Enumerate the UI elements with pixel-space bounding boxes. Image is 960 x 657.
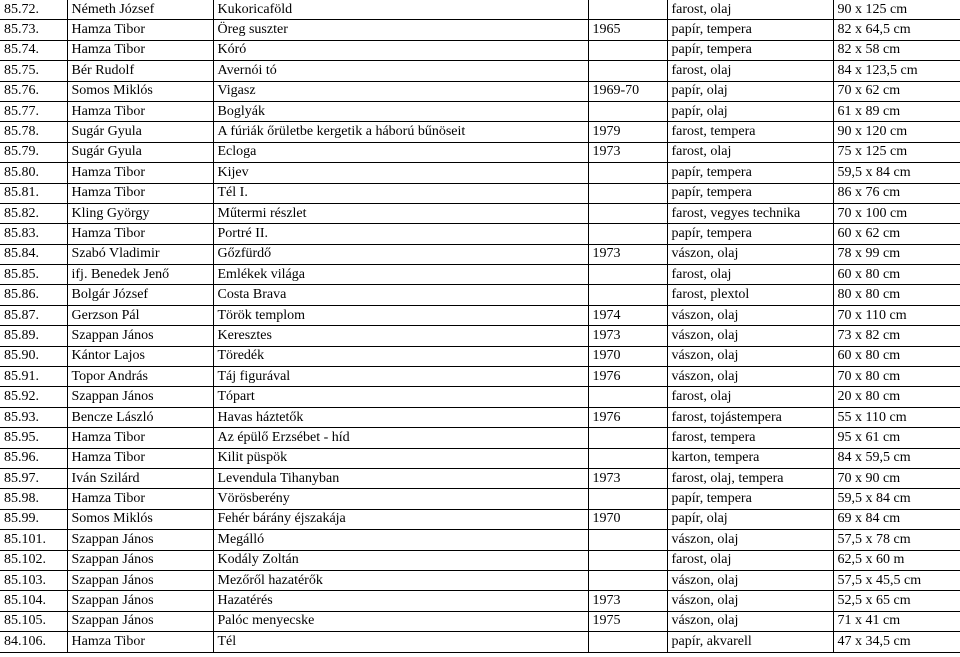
title-cell: Gőzfürdő: [213, 244, 588, 264]
table-row: [0, 81, 960, 101]
title-cell: Kijev: [213, 163, 588, 183]
technique-cell: farost, tojástempera: [667, 407, 833, 427]
title-cell: Öreg suszter: [213, 20, 588, 40]
title-cell: Töredék: [213, 346, 588, 366]
inventory-number-cell: 85.82.: [0, 203, 67, 223]
year-cell: 1973: [588, 142, 667, 162]
table-row: [0, 509, 960, 529]
table-row: [0, 183, 960, 203]
artist-cell: Hamza Tibor: [67, 632, 213, 652]
size-cell: 52,5 x 65 cm: [833, 591, 960, 611]
table-row: [0, 570, 960, 590]
technique-cell: vászon, olaj: [667, 611, 833, 631]
table-row: [0, 407, 960, 427]
inventory-number-cell: 85.95.: [0, 428, 67, 448]
technique-cell: farost, olaj, tempera: [667, 468, 833, 488]
size-cell: 55 x 110 cm: [833, 407, 960, 427]
artist-cell: Hamza Tibor: [67, 163, 213, 183]
year-cell: [588, 265, 667, 285]
inventory-number-cell: 85.76.: [0, 81, 67, 101]
technique-cell: farost, plextol: [667, 285, 833, 305]
table-row: [0, 428, 960, 448]
inventory-number-cell: 84.106.: [0, 632, 67, 652]
title-cell: Hazatérés: [213, 591, 588, 611]
table-row: [0, 591, 960, 611]
artist-cell: Hamza Tibor: [67, 489, 213, 509]
table-row: [0, 632, 960, 652]
artist-cell: Németh József: [67, 0, 213, 20]
year-cell: 1970: [588, 509, 667, 529]
inventory-number-cell: 85.102.: [0, 550, 67, 570]
technique-cell: farost, tempera: [667, 428, 833, 448]
year-cell: [588, 183, 667, 203]
artist-cell: Hamza Tibor: [67, 183, 213, 203]
year-cell: [588, 203, 667, 223]
table-row: [0, 61, 960, 81]
technique-cell: farost, olaj: [667, 265, 833, 285]
size-cell: 84 x 123,5 cm: [833, 61, 960, 81]
year-cell: [588, 40, 667, 60]
table-row: [0, 346, 960, 366]
year-cell: [588, 448, 667, 468]
size-cell: 78 x 99 cm: [833, 244, 960, 264]
title-cell: Török templom: [213, 305, 588, 325]
artist-cell: Hamza Tibor: [67, 428, 213, 448]
title-cell: Vörösberény: [213, 489, 588, 509]
table-row: [0, 305, 960, 325]
title-cell: Műtermi részlet: [213, 203, 588, 223]
size-cell: 70 x 110 cm: [833, 305, 960, 325]
size-cell: 60 x 80 cm: [833, 346, 960, 366]
year-cell: [588, 632, 667, 652]
title-cell: Táj figurával: [213, 367, 588, 387]
technique-cell: vászon, olaj: [667, 305, 833, 325]
size-cell: 57,5 x 78 cm: [833, 530, 960, 550]
size-cell: 59,5 x 84 cm: [833, 489, 960, 509]
title-cell: Mezőről hazatérők: [213, 570, 588, 590]
artist-cell: Somos Miklós: [67, 81, 213, 101]
table-row: [0, 122, 960, 142]
title-cell: Costa Brava: [213, 285, 588, 305]
size-cell: 60 x 62 cm: [833, 224, 960, 244]
artist-cell: Gerzson Pál: [67, 305, 213, 325]
table-row: [0, 489, 960, 509]
size-cell: 70 x 80 cm: [833, 367, 960, 387]
technique-cell: vászon, olaj: [667, 326, 833, 346]
title-cell: Tél: [213, 632, 588, 652]
year-cell: [588, 101, 667, 121]
technique-cell: farost, olaj: [667, 387, 833, 407]
size-cell: 70 x 90 cm: [833, 468, 960, 488]
technique-cell: papír, olaj: [667, 509, 833, 529]
year-cell: [588, 0, 667, 20]
artist-cell: Szappan János: [67, 550, 213, 570]
table-row: [0, 40, 960, 60]
size-cell: 75 x 125 cm: [833, 142, 960, 162]
title-cell: Kilit püspök: [213, 448, 588, 468]
table-row: [0, 468, 960, 488]
inventory-number-cell: 85.98.: [0, 489, 67, 509]
title-cell: Az épülő Erzsébet - híd: [213, 428, 588, 448]
technique-cell: papír, tempera: [667, 183, 833, 203]
year-cell: [588, 163, 667, 183]
inventory-number-cell: 85.105.: [0, 611, 67, 631]
inventory-number-cell: 85.93.: [0, 407, 67, 427]
year-cell: 1979: [588, 122, 667, 142]
size-cell: 73 x 82 cm: [833, 326, 960, 346]
year-cell: [588, 387, 667, 407]
year-cell: [588, 224, 667, 244]
technique-cell: vászon, olaj: [667, 346, 833, 366]
year-cell: [588, 550, 667, 570]
size-cell: 59,5 x 84 cm: [833, 163, 960, 183]
table-row: [0, 142, 960, 162]
table-row: [0, 611, 960, 631]
title-cell: Kóró: [213, 40, 588, 60]
year-cell: [588, 530, 667, 550]
inventory-number-cell: 85.101.: [0, 530, 67, 550]
year-cell: 1976: [588, 407, 667, 427]
table-row: [0, 448, 960, 468]
year-cell: 1973: [588, 468, 667, 488]
year-cell: [588, 285, 667, 305]
artist-cell: Szappan János: [67, 326, 213, 346]
table-row: [0, 367, 960, 387]
artist-cell: Bér Rudolf: [67, 61, 213, 81]
inventory-number-cell: 85.89.: [0, 326, 67, 346]
size-cell: 62,5 x 60 m: [833, 550, 960, 570]
technique-cell: farost, tempera: [667, 122, 833, 142]
artist-cell: Somos Miklós: [67, 509, 213, 529]
title-cell: Vigasz: [213, 81, 588, 101]
inventory-number-cell: 85.97.: [0, 468, 67, 488]
artist-cell: Hamza Tibor: [67, 20, 213, 40]
artist-cell: Bolgár József: [67, 285, 213, 305]
inventory-number-cell: 85.74.: [0, 40, 67, 60]
table-row: [0, 244, 960, 264]
artist-cell: Kántor Lajos: [67, 346, 213, 366]
table-row: [0, 550, 960, 570]
inventory-number-cell: 85.103.: [0, 570, 67, 590]
size-cell: 90 x 120 cm: [833, 122, 960, 142]
artist-cell: Szappan János: [67, 611, 213, 631]
year-cell: [588, 61, 667, 81]
table-row: [0, 224, 960, 244]
inventory-number-cell: 85.90.: [0, 346, 67, 366]
technique-cell: papír, olaj: [667, 81, 833, 101]
title-cell: Kodály Zoltán: [213, 550, 588, 570]
table-row: [0, 326, 960, 346]
title-cell: Portré II.: [213, 224, 588, 244]
artist-cell: Kling György: [67, 203, 213, 223]
title-cell: Tópart: [213, 387, 588, 407]
technique-cell: farost, olaj: [667, 550, 833, 570]
inventory-number-cell: 85.73.: [0, 20, 67, 40]
technique-cell: papír, akvarell: [667, 632, 833, 652]
title-cell: Fehér bárány éjszakája: [213, 509, 588, 529]
inventory-number-cell: 85.96.: [0, 448, 67, 468]
size-cell: 90 x 125 cm: [833, 0, 960, 20]
year-cell: 1965: [588, 20, 667, 40]
artist-cell: Hamza Tibor: [67, 448, 213, 468]
table-row: [0, 0, 960, 20]
technique-cell: papír, tempera: [667, 163, 833, 183]
inventory-number-cell: 85.91.: [0, 367, 67, 387]
inventory-number-cell: 85.80.: [0, 163, 67, 183]
year-cell: 1970: [588, 346, 667, 366]
size-cell: 61 x 89 cm: [833, 101, 960, 121]
artist-cell: Sugár Gyula: [67, 122, 213, 142]
size-cell: 57,5 x 45,5 cm: [833, 570, 960, 590]
artist-cell: Topor András: [67, 367, 213, 387]
inventory-number-cell: 85.92.: [0, 387, 67, 407]
year-cell: 1973: [588, 591, 667, 611]
inventory-number-cell: 85.75.: [0, 61, 67, 81]
title-cell: Avernói tó: [213, 61, 588, 81]
table-row: [0, 203, 960, 223]
table-row: [0, 387, 960, 407]
inventory-number-cell: 85.81.: [0, 183, 67, 203]
size-cell: 82 x 58 cm: [833, 40, 960, 60]
year-cell: 1975: [588, 611, 667, 631]
year-cell: 1973: [588, 326, 667, 346]
size-cell: 95 x 61 cm: [833, 428, 960, 448]
table-row: [0, 530, 960, 550]
size-cell: 82 x 64,5 cm: [833, 20, 960, 40]
inventory-number-cell: 85.87.: [0, 305, 67, 325]
artist-cell: Szappan János: [67, 570, 213, 590]
artist-cell: Sugár Gyula: [67, 142, 213, 162]
inventory-number-cell: 85.104.: [0, 591, 67, 611]
table-row: [0, 285, 960, 305]
technique-cell: vászon, olaj: [667, 367, 833, 387]
table-row: [0, 20, 960, 40]
inventory-number-cell: 85.77.: [0, 101, 67, 121]
title-cell: Havas háztetők: [213, 407, 588, 427]
artist-cell: Szappan János: [67, 591, 213, 611]
size-cell: 69 x 84 cm: [833, 509, 960, 529]
year-cell: [588, 489, 667, 509]
artist-cell: Bencze László: [67, 407, 213, 427]
technique-cell: papír, tempera: [667, 224, 833, 244]
artist-cell: Hamza Tibor: [67, 40, 213, 60]
year-cell: [588, 570, 667, 590]
title-cell: Emlékek világa: [213, 265, 588, 285]
title-cell: Levendula Tihanyban: [213, 468, 588, 488]
title-cell: Ecloga: [213, 142, 588, 162]
title-cell: Keresztes: [213, 326, 588, 346]
size-cell: 86 x 76 cm: [833, 183, 960, 203]
table-row: [0, 265, 960, 285]
technique-cell: papír, tempera: [667, 40, 833, 60]
artist-cell: Iván Szilárd: [67, 468, 213, 488]
title-cell: Tél I.: [213, 183, 588, 203]
technique-cell: vászon, olaj: [667, 530, 833, 550]
technique-cell: vászon, olaj: [667, 244, 833, 264]
size-cell: 71 x 41 cm: [833, 611, 960, 631]
size-cell: 47 x 34,5 cm: [833, 632, 960, 652]
technique-cell: papír, tempera: [667, 489, 833, 509]
technique-cell: papír, olaj: [667, 101, 833, 121]
year-cell: 1973: [588, 244, 667, 264]
inventory-number-cell: 85.83.: [0, 224, 67, 244]
artist-cell: Szappan János: [67, 387, 213, 407]
inventory-number-cell: 85.72.: [0, 0, 67, 20]
technique-cell: vászon, olaj: [667, 591, 833, 611]
technique-cell: farost, olaj: [667, 142, 833, 162]
inventory-number-cell: 85.84.: [0, 244, 67, 264]
technique-cell: karton, tempera: [667, 448, 833, 468]
table-row: [0, 163, 960, 183]
inventory-number-cell: 85.86.: [0, 285, 67, 305]
size-cell: 84 x 59,5 cm: [833, 448, 960, 468]
year-cell: 1969-70: [588, 81, 667, 101]
size-cell: 60 x 80 cm: [833, 265, 960, 285]
inventory-number-cell: 85.78.: [0, 122, 67, 142]
size-cell: 80 x 80 cm: [833, 285, 960, 305]
technique-cell: farost, olaj: [667, 61, 833, 81]
table-row: [0, 101, 960, 121]
inventory-number-cell: 85.79.: [0, 142, 67, 162]
title-cell: A fúriák őrületbe kergetik a háború bűnöseit: [213, 122, 588, 142]
artist-cell: Hamza Tibor: [67, 224, 213, 244]
technique-cell: vászon, olaj: [667, 570, 833, 590]
inventory-number-cell: 85.85.: [0, 265, 67, 285]
size-cell: 70 x 62 cm: [833, 81, 960, 101]
artist-cell: Hamza Tibor: [67, 101, 213, 121]
technique-cell: papír, tempera: [667, 20, 833, 40]
title-cell: Megálló: [213, 530, 588, 550]
artist-cell: ifj. Benedek Jenő: [67, 265, 213, 285]
technique-cell: farost, olaj: [667, 0, 833, 20]
size-cell: 70 x 100 cm: [833, 203, 960, 223]
year-cell: 1976: [588, 367, 667, 387]
technique-cell: farost, vegyes technika: [667, 203, 833, 223]
artist-cell: Szabó Vladimir: [67, 244, 213, 264]
size-cell: 20 x 80 cm: [833, 387, 960, 407]
title-cell: Palóc menyecske: [213, 611, 588, 631]
artist-cell: Szappan János: [67, 530, 213, 550]
title-cell: Boglyák: [213, 101, 588, 121]
year-cell: 1974: [588, 305, 667, 325]
year-cell: [588, 428, 667, 448]
inventory-number-cell: 85.99.: [0, 509, 67, 529]
title-cell: Kukoricaföld: [213, 0, 588, 20]
